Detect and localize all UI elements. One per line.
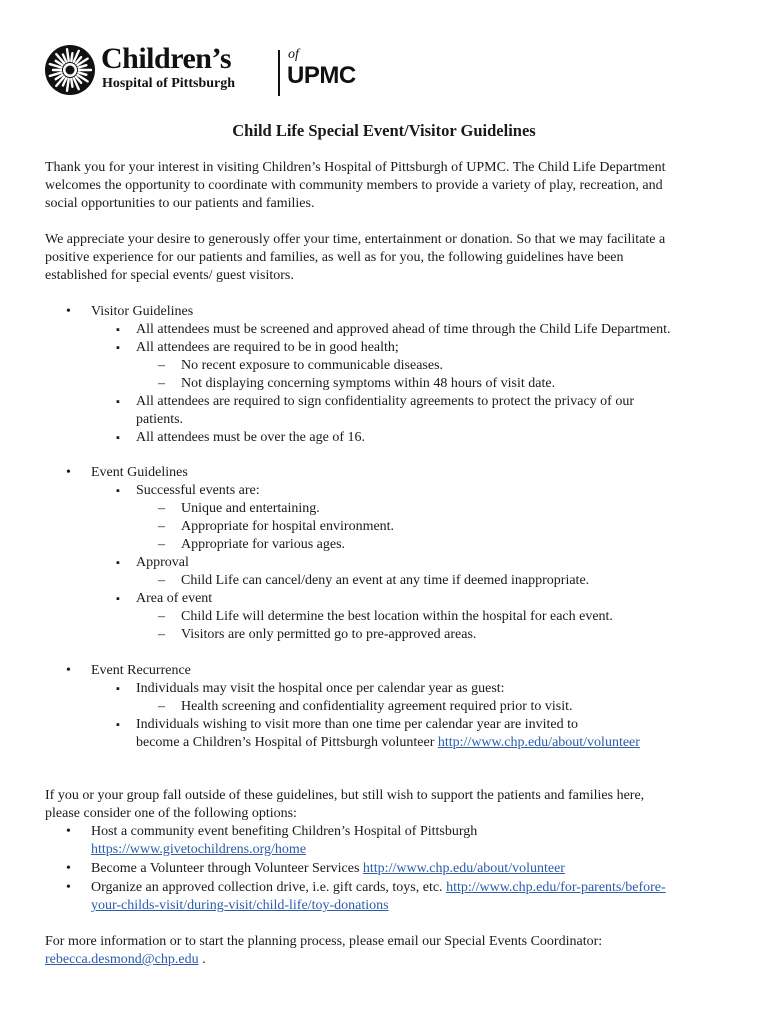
logo-divider: [278, 50, 280, 96]
option-drive: [91, 879, 666, 897]
visitor-item: All attendees are required to be in good health;: [136, 340, 399, 355]
logo-ray: [67, 79, 69, 91]
option-host: Host a community event benefiting Children’s Hospital of Pittsburgh: [91, 824, 478, 839]
recurrence-heading: Event Recurrence: [91, 663, 191, 678]
appreciate-line: We appreciate your desire to generously offer your time, entertainment or donation. So that we may facilitate a: [45, 232, 666, 247]
bullet-square: ▪: [116, 683, 120, 695]
event-subitem: Unique and entertaining.: [181, 501, 320, 516]
bullet-square: ▪: [116, 324, 120, 336]
bullet-dash: –: [158, 627, 165, 642]
bullet-dash: –: [158, 358, 165, 373]
coordinator-email-link[interactable]: rebecca.desmond@chp.edu: [45, 952, 199, 967]
logo-name: Children’s: [101, 42, 232, 75]
bullet-square: ▪: [116, 432, 120, 444]
bullet-dash: –: [158, 699, 165, 714]
logo-ray: [71, 53, 72, 61]
recurrence-item: Individuals wishing to visit more than one time per calendar year are invited to: [136, 717, 579, 732]
volunteer-services-link[interactable]: http://www.chp.edu/about/volunteer: [362, 861, 565, 876]
visitor-subitem: No recent exposure to communicable diseases.: [181, 358, 444, 373]
event-heading: Event Guidelines: [91, 465, 188, 480]
bullet-dot: •: [66, 824, 71, 839]
event-subitem: Appropriate for hospital environment.: [181, 519, 395, 534]
bullet-square: ▪: [116, 485, 120, 497]
bullet-square: ▪: [116, 342, 120, 354]
visitor-subitem: Not displaying concerning symptoms within 48 hours of visit date.: [181, 376, 556, 391]
recurrence-item: Individuals may visit the hospital once per calendar year as guest:: [136, 681, 505, 696]
logo-ray: [71, 79, 72, 87]
recurrence-volunteer-text: become a Children’s Hospital of Pittsburgh volunteer: [136, 735, 438, 750]
intro-line: Thank you for your interest in visiting Children’s Hospital of Pittsburgh of UPMC. The Child Life Department: [45, 160, 666, 175]
logo-subname: Hospital of Pittsburgh: [102, 76, 236, 91]
toy-donations-link-continued[interactable]: your-childs-visit/during-visit/child-life/toy-donations: [91, 898, 389, 913]
bullet-dash: –: [158, 501, 165, 516]
bullet-dash: –: [158, 376, 165, 391]
logo-of: of: [288, 47, 299, 62]
bullet-dot: •: [66, 663, 71, 678]
option-drive-link-line: [91, 897, 389, 915]
bullet-dot: •: [66, 465, 71, 480]
volunteer-link[interactable]: http://www.chp.edu/about/volunteer: [437, 735, 640, 750]
bullet-dash: –: [158, 519, 165, 534]
intro-line: welcomes the opportunity to coordinate with community members to provide a variety of play, recreation, and: [45, 178, 663, 193]
visitor-heading: Visitor Guidelines: [91, 304, 194, 319]
intro-line: social opportunities to our patients and families.: [45, 196, 315, 211]
contact-suffix: .: [198, 952, 206, 967]
visitor-item-continued: patients.: [136, 412, 184, 427]
bullet-dot: •: [66, 861, 71, 876]
option-host-link-line: [91, 841, 306, 859]
contact-line: For more information or to start the planning process, please email our Special Events Coordinator:: [45, 934, 603, 949]
bullet-dot: •: [66, 304, 71, 319]
appreciate-line: positive experience for our patients and families, as well as for you, the following guidelines have been: [45, 250, 624, 265]
recurrence-item-continued: [136, 734, 640, 752]
sunburst-logo-icon: [44, 44, 96, 96]
contact-email-line: [45, 951, 206, 969]
appreciate-line: established for special events/ guest visitors.: [45, 268, 294, 283]
givetochildrens-link[interactable]: https://www.givetochildrens.org/home: [91, 842, 307, 857]
bullet-square: ▪: [116, 557, 120, 569]
bullet-dash: –: [158, 609, 165, 624]
visitor-item: All attendees must be screened and approved ahead of time through the Child Life Department.: [136, 322, 671, 337]
bullet-square: ▪: [116, 719, 120, 731]
visitor-item: All attendees are required to sign confidentiality agreements to protect the privacy of our: [136, 394, 634, 409]
option-volunteer: [91, 860, 565, 878]
event-item: Approval: [136, 555, 189, 570]
outside-line: If you or your group fall outside of these guidelines, but still wish to support the patients and families here,: [45, 788, 645, 803]
visitor-item: All attendees must be over the age of 16.: [136, 430, 365, 445]
bullet-square: ▪: [116, 593, 120, 605]
document-title: Child Life Special Event/Visitor Guidelines: [232, 121, 536, 140]
bullet-dash: –: [158, 573, 165, 588]
bullet-square: ▪: [116, 396, 120, 408]
event-subitem: Child Life can cancel/deny an event at any time if deemed inappropriate.: [181, 573, 590, 588]
recurrence-subitem: Health screening and confidentiality agreement required prior to visit.: [181, 699, 573, 714]
event-item: Area of event: [136, 591, 213, 606]
bullet-dot: •: [66, 880, 71, 895]
toy-donations-link[interactable]: http://www.chp.edu/for-parents/before-: [446, 880, 666, 895]
logo-ray: [67, 49, 69, 61]
bullet-dash: –: [158, 537, 165, 552]
event-subitem: Appropriate for various ages.: [181, 537, 346, 552]
outside-line: please consider one of the following options:: [45, 806, 297, 821]
event-subitem: Child Life will determine the best location within the hospital for each event.: [181, 609, 613, 624]
event-subitem: Visitors are only permitted go to pre-approved areas.: [181, 627, 477, 642]
event-item: Successful events are:: [136, 483, 260, 498]
option-drive-text: Organize an approved collection drive, i.e. gift cards, toys, etc.: [91, 880, 447, 895]
logo-upmc: UPMC: [287, 62, 356, 89]
option-volunteer-text: Become a Volunteer through Volunteer Services: [91, 861, 363, 876]
